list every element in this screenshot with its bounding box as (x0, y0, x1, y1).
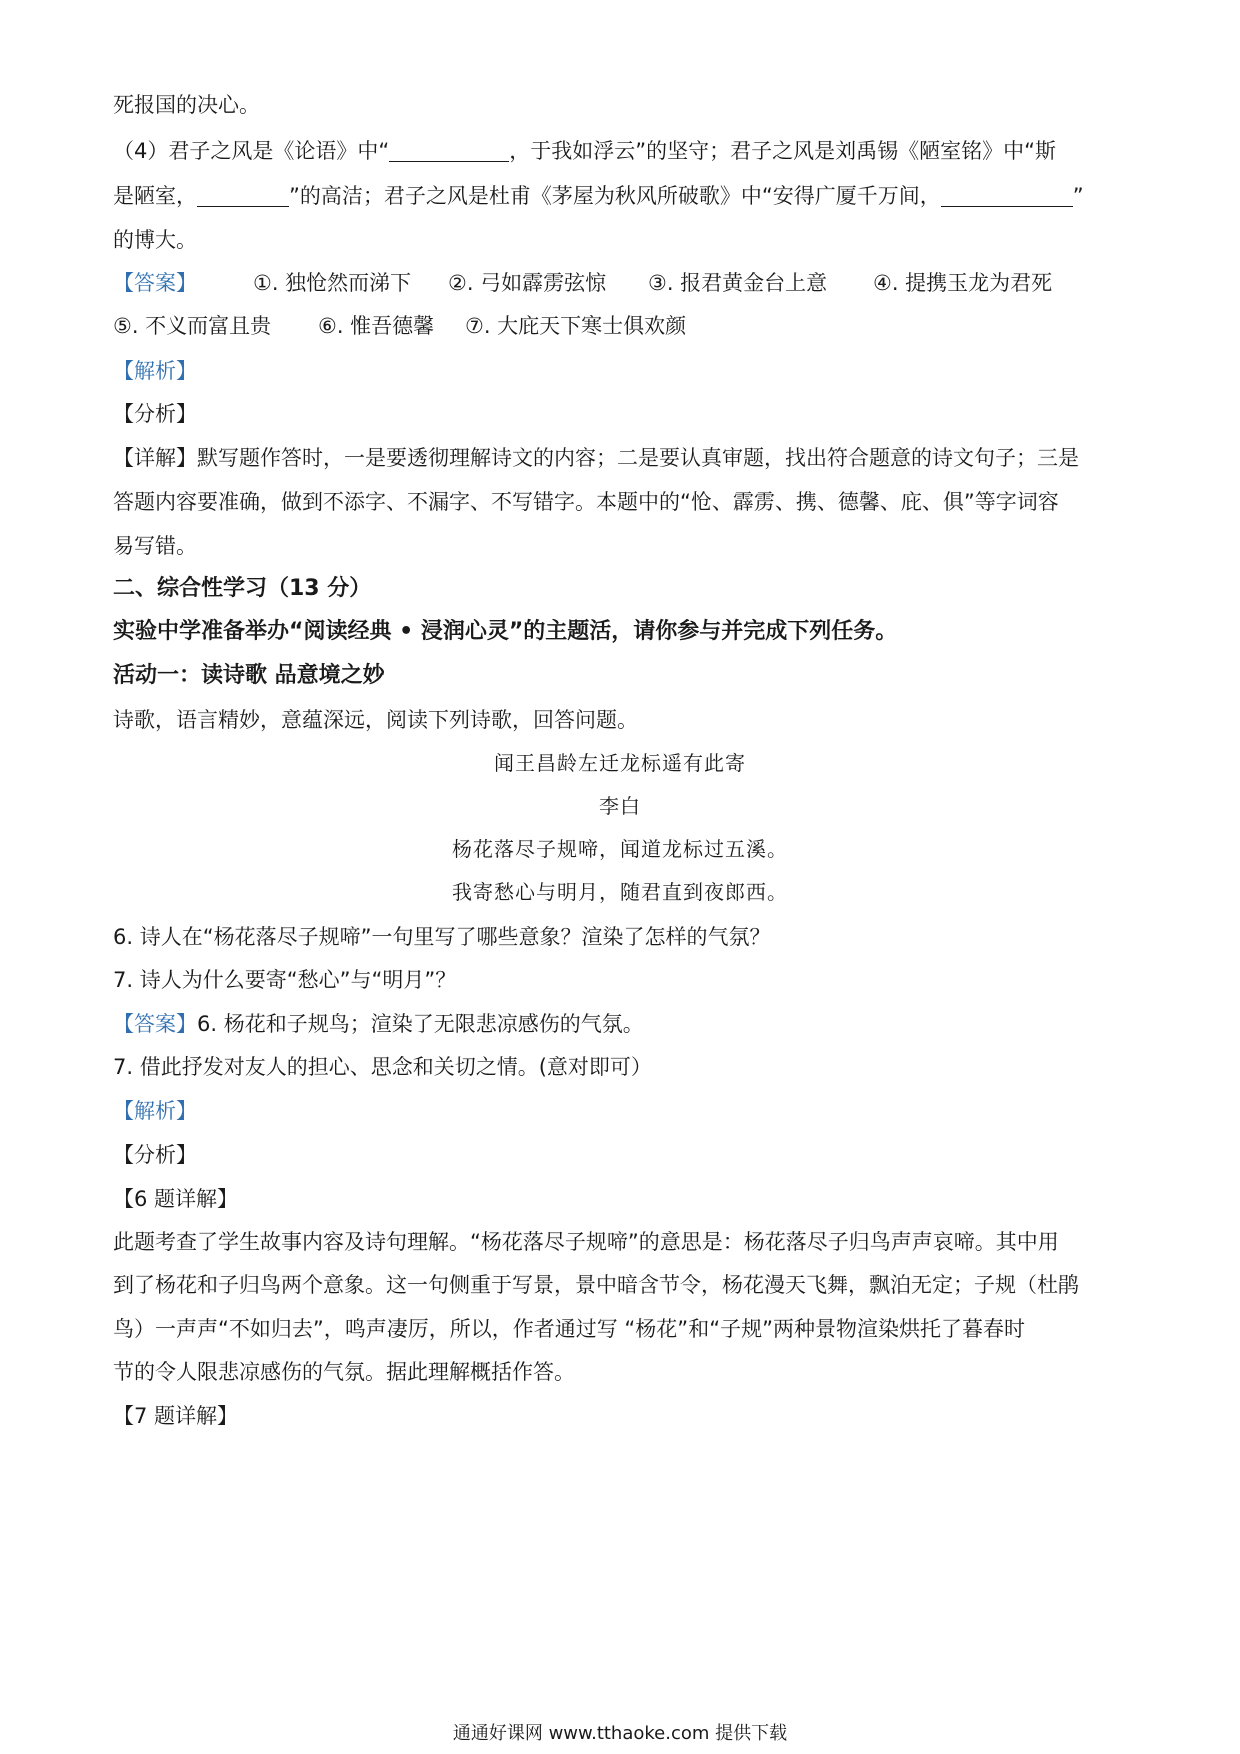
question-4-line-2 (113, 181, 1127, 211)
q4-text-4: ”的高洁；君子之风是杜甫《茅屋为秋风所破歌》中“安得广厦千万间， (289, 184, 941, 208)
fenxi-label-2: 【分析】 (113, 1143, 197, 1167)
detail-6-line-1: 此题考查了学生故事内容及诗句理解。“杨花落尽子规啼”的意思是：杨花落尽子归鸟声声哀啼。其中用 (113, 1230, 1059, 1254)
answer-item-3: ③. 报君黄金台上意 (648, 271, 828, 295)
page-footer: 通通好课网 www.tthaoke.com 提供下载 (452, 1723, 788, 1744)
detail-line-3: 易写错。 (113, 534, 197, 558)
answer-label: 【答案】 (113, 271, 197, 295)
question-4-line-1 (113, 136, 1127, 166)
answer-item-6: ⑥. 惟吾德馨 (318, 314, 435, 338)
analysis-label-1: 【解析】 (113, 359, 197, 383)
q4-text-2: ，于我如浮云”的坚守；君子之风是刘禹锡《陋室铭》中“斯 (509, 139, 1057, 163)
analysis-label-2: 【解析】 (113, 1099, 197, 1123)
answer-7-line: 7. 借此抒发对友人的担心、思念和关切之情。(意对即可） (113, 1055, 652, 1079)
detail-6-label: 【6 题详解】 (113, 1187, 239, 1211)
detail-line-1 (113, 443, 1127, 473)
poem-intro: 诗歌，语言精妙，意蕴深远，阅读下列诗歌，回答问题。 (113, 708, 638, 732)
q4-text-1: （4）君子之风是《论语》中“ (113, 139, 390, 163)
detail-line-2: 答题内容要准确，做到不添字、不漏字、不写错字。本题中的“怆、霹雳、携、德馨、庇、俱”等字词容 (113, 490, 1059, 514)
detail-6-line-2: 到了杨花和子归鸟两个意象。这一句侧重于写景，景中暗含节令，杨花漫天飞舞，飘泊无定；子规（杜鹃 (113, 1273, 1079, 1297)
answer-item-4: ④. 提携玉龙为君死 (873, 271, 1053, 295)
activity-1-title: 活动一：读诗歌 品意境之妙 (113, 663, 385, 688)
question-7: 7. 诗人为什么要寄“愁心”与“明月”？ (113, 968, 457, 992)
task-intro: 实验中学准备举办“阅读经典 • 浸润心灵”的主题活，请你参与并完成下列任务。 (113, 619, 898, 644)
answer-item-1: ①. 独怆然而涕下 (253, 271, 412, 295)
detail-label: 【详解】 (113, 446, 197, 470)
poem-line-1: 杨花落尽子规啼，闻道龙标过五溪。 (452, 837, 788, 861)
intro-line: 死报国的决心。 (113, 93, 260, 117)
answer-6-line (113, 1009, 1127, 1039)
blank-3 (941, 184, 1073, 207)
poem-title: 闻王昌龄左迁龙标遥有此寄 (494, 751, 746, 775)
blank-2 (197, 184, 289, 207)
answer-item-7: ⑦. 大庇天下寒士俱欢颜 (465, 314, 687, 338)
fenxi-label-1: 【分析】 (113, 402, 197, 426)
question-6: 6. 诗人在“杨花落尽子规啼”一句里写了哪些意象？渲染了怎样的气氛？ (113, 925, 771, 949)
section-2-title: 二、综合性学习（13 分） (113, 576, 372, 601)
q4-text-3: 是陋室， (113, 184, 197, 208)
q4-text-5: ” (1072, 184, 1084, 208)
blank-1 (389, 139, 509, 162)
poem-author: 李白 (599, 794, 641, 818)
question-4-line-3: 的博大。 (113, 228, 197, 252)
answer-item-2: ②. 弓如霹雳弦惊 (448, 271, 607, 295)
detail-6-line-3: 鸟）一声声“不如归去”，鸣声凄厉，所以，作者通过写 “杨花”和“子规”两种景物渲染烘托了暮春时 (113, 1317, 1025, 1341)
detail-7-label: 【7 题详解】 (113, 1404, 239, 1428)
answer-item-5: ⑤. 不义而富且贵 (113, 314, 272, 338)
poem-line-2: 我寄愁心与明月，随君直到夜郎西。 (452, 880, 788, 904)
answer-6-text: 6. 杨花和子规鸟；渲染了无限悲凉感伤的气氛。 (197, 1012, 644, 1036)
detail-6-line-4: 节的令人限悲凉感伤的气氛。据此理解概括作答。 (113, 1360, 575, 1384)
detail-text-1: 默写题作答时，一是要透彻理解诗文的内容；二是要认真审题，找出符合题意的诗文句子；三是 (197, 446, 1079, 470)
answer-label-2: 【答案】 (113, 1012, 197, 1036)
